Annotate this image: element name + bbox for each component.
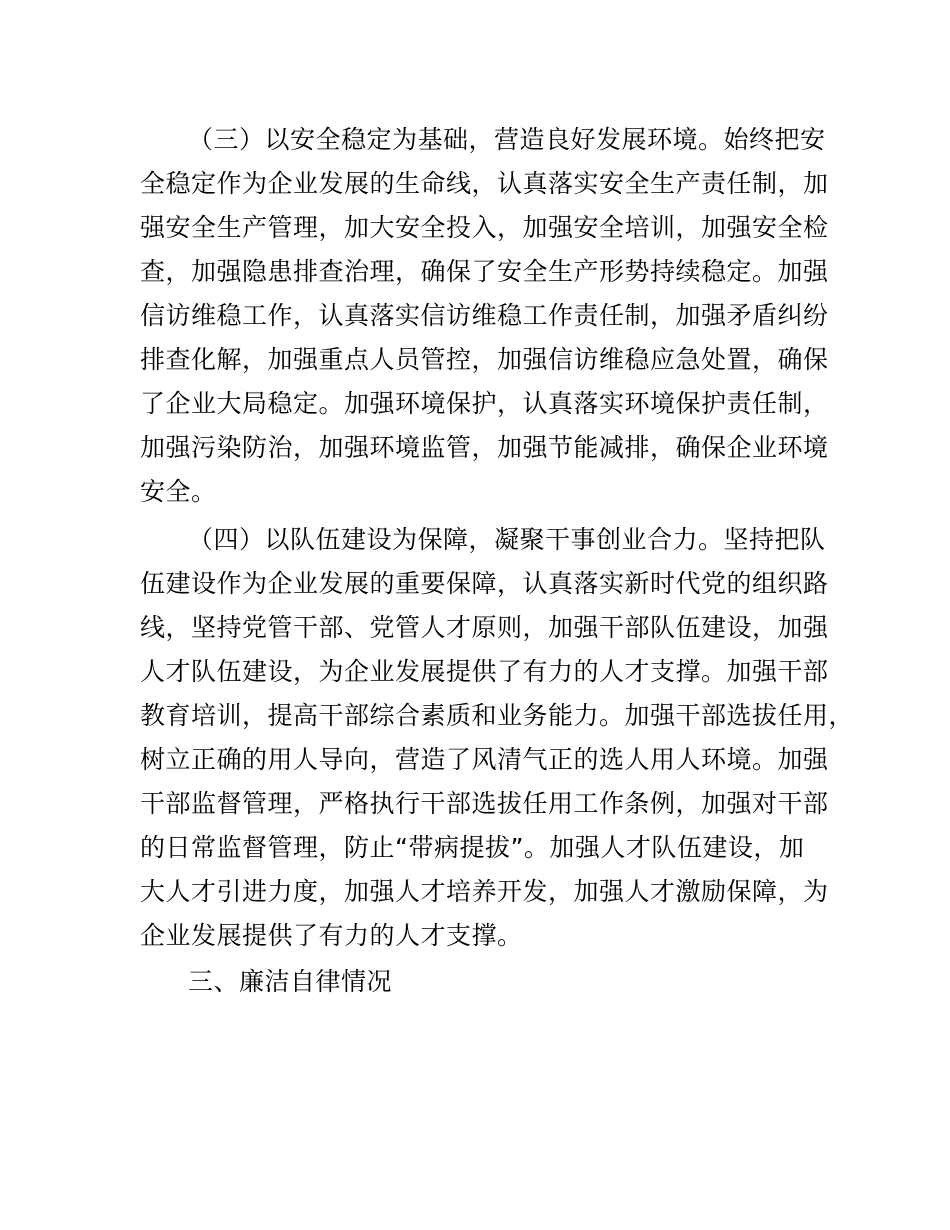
paragraph-line: 全稳定作为企业发展的生命线，认真落实安全生产责任制，加 [140,169,829,198]
paragraph-line: 树立正确的用人导向，营造了风清气正的选人用人环境。加强 [140,745,829,774]
paragraph-line: 干部监督管理，严格执行干部选拔任用工作条例，加强对干部 [140,789,829,818]
section-heading-text: 三、廉洁自律情况 [188,967,393,996]
paragraph-line: 企业发展提供了有力的人才支撑。 [140,921,523,950]
paragraph-line: 查，加强隐患排查治理，确保了安全生产形势持续稳定。加强 [140,257,829,286]
paragraph-line: 加强污染防治，加强环境监管，加强节能减排，确保企业环境 [140,433,829,462]
paragraph-line: 了企业大局稳定。加强环境保护，认真落实环境保护责任制， [140,389,829,418]
paragraph-line: 的日常监督管理，防止“带病提拔”。加强人才队伍建设，加 [140,833,805,862]
paragraph-safety-stability [140,118,830,514]
paragraph-line: 伍建设作为企业发展的重要保障，认真落实新时代党的组织路 [140,569,829,598]
paragraph-line: （四）以队伍建设为保障，凝聚干事创业合力。坚持把队 [188,525,826,554]
paragraph-line: 排查化解，加强重点人员管控，加强信访维稳应急处置，确保 [140,345,829,374]
paragraph-team-building [140,518,855,958]
paragraph-line: 教育培训，提高干部综合素质和业务能力。加强干部选拔任用， [140,701,855,730]
paragraph-line: 线，坚持党管干部、党管人才原则，加强干部队伍建设，加强 [140,613,829,642]
paragraph-line: 信访维稳工作，认真落实信访维稳工作责任制，加强矛盾纠纷 [140,301,829,330]
paragraph-line: 人才队伍建设，为企业发展提供了有力的人才支撑。加强干部 [140,657,829,686]
section-heading [140,960,830,1004]
paragraph-line: （三）以安全稳定为基础，营造良好发展环境。始终把安 [188,125,826,154]
paragraph-line: 安全。 [140,477,217,506]
paragraph-line: 强安全生产管理，加大安全投入，加强安全培训，加强安全检 [140,213,829,242]
paragraph-line: 大人才引进力度，加强人才培养开发，加强人才激励保障，为 [140,877,829,906]
